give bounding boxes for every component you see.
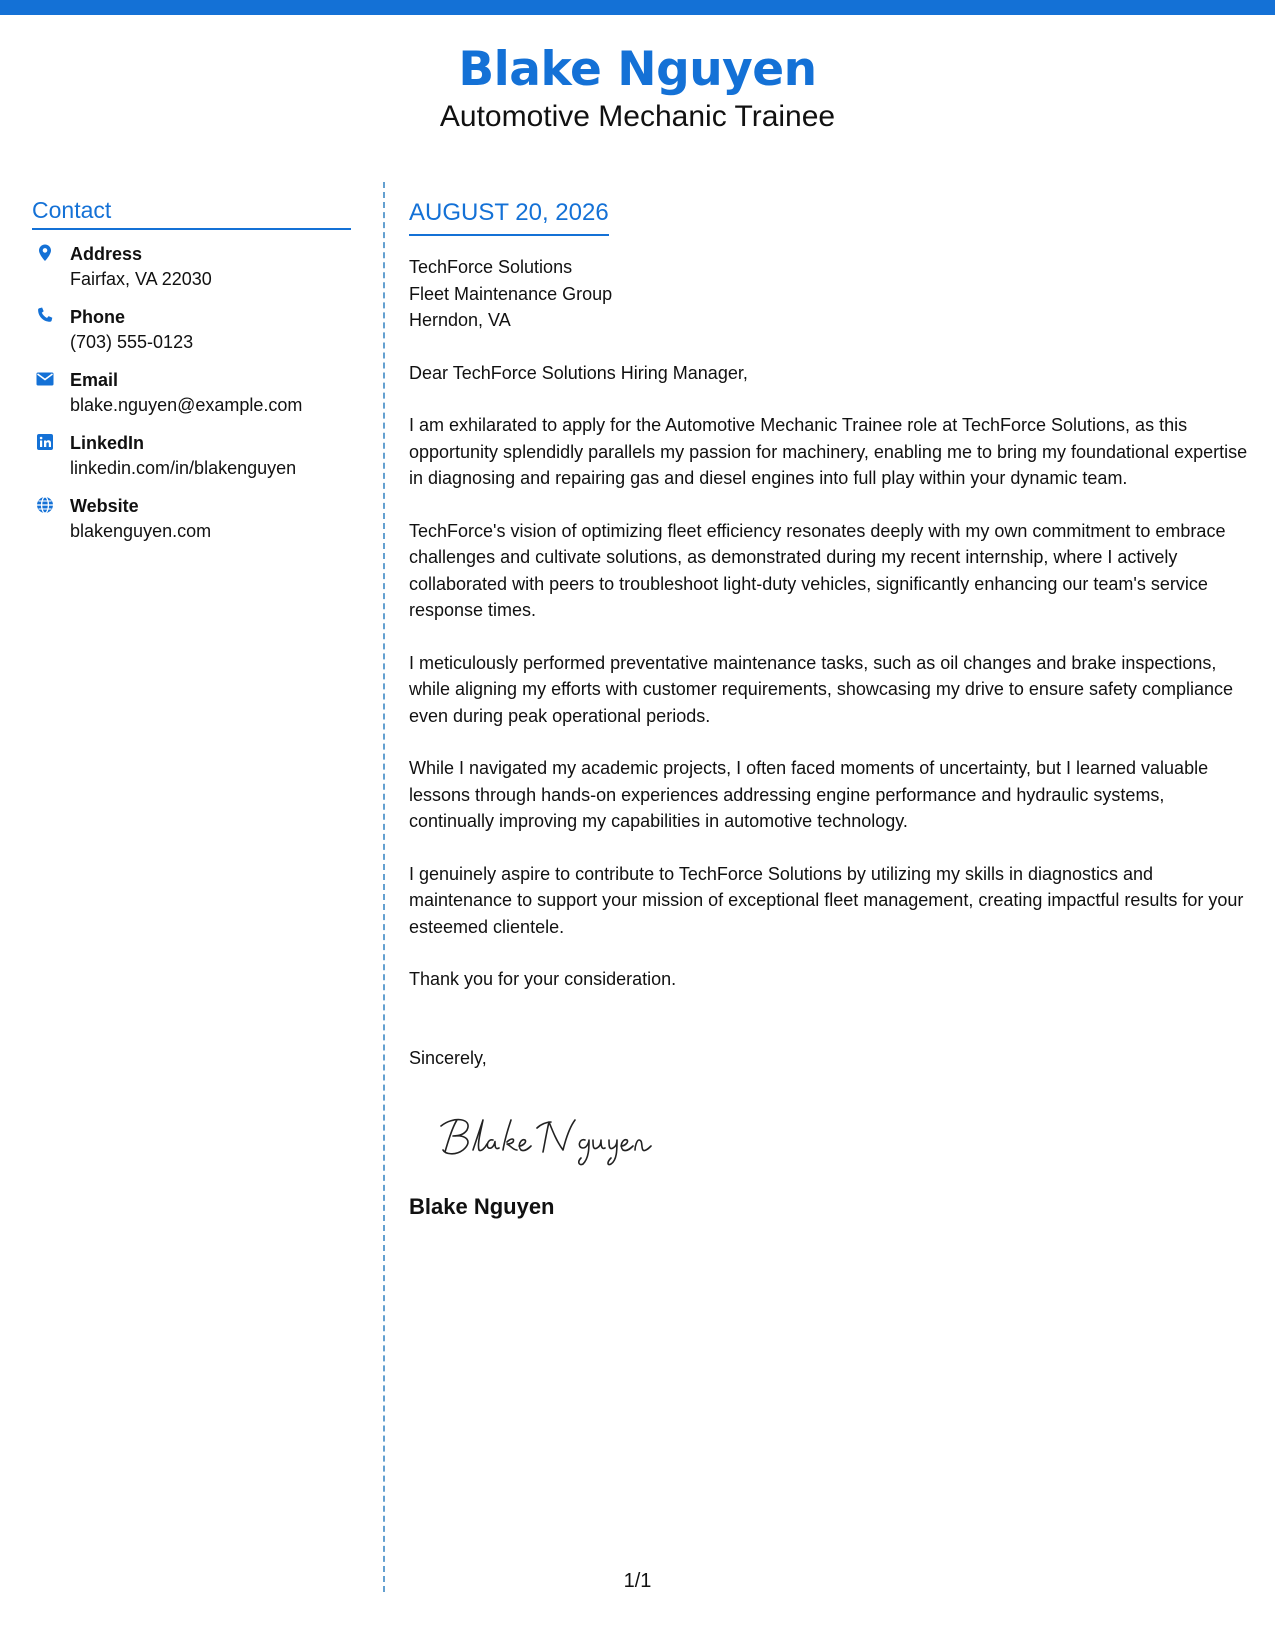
contact-value: (703) 555-0123 bbox=[70, 332, 194, 352]
greeting: Dear TechForce Solutions Hiring Manager, bbox=[409, 362, 748, 383]
contact-item-phone bbox=[32, 305, 351, 355]
contact-item-address bbox=[32, 242, 351, 292]
contact-heading: Contact bbox=[32, 196, 351, 230]
phone-icon bbox=[35, 306, 55, 326]
letter-body bbox=[409, 198, 1254, 1071]
contact-sidebar bbox=[32, 196, 351, 557]
recipient-block bbox=[409, 254, 1254, 334]
contact-value: Fairfax, VA 22030 bbox=[70, 269, 212, 289]
letter-paragraph: I meticulously performed preventative maintenance tasks, such as oil changes and brake inspections, while aligning my efforts with customer requirements, showcasing my drive to ensure safety compliance even during peak operational periods. bbox=[409, 652, 1234, 726]
letter-paragraph: I am exhilarated to apply for the Automotive Mechanic Trainee role at TechForce Solutions, as this opportunity splendidly parallels my passion for machinery, enabling me to bring my foundational expertise in diagnosing and repairing gas and diesel engines into full play within your dynamic team. bbox=[409, 415, 1248, 488]
contact-label: LinkedIn bbox=[70, 433, 145, 453]
handwritten-signature bbox=[433, 1108, 653, 1168]
signature-name: Blake Nguyen bbox=[409, 1194, 555, 1219]
contact-value: blakenguyen.com bbox=[70, 521, 212, 541]
letter-paragraph: While I navigated my academic projects, I often faced moments of uncertainty, but I learned valuable lessons through hands-on experiences addressing engine performance and hydraulic systems, continually improving my capabilities in automotive technology. bbox=[409, 758, 1209, 831]
location-pin-icon bbox=[35, 243, 55, 263]
letter-paragraph: I genuinely aspire to contribute to TechForce Solutions by utilizing my skills in diagnostics and maintenance to support your mission of exceptional fleet management, creating impactful results for your esteemed clientele. bbox=[409, 863, 1244, 937]
closing: Sincerely, bbox=[409, 1047, 487, 1068]
contact-item-email bbox=[32, 368, 351, 418]
contact-label: Address bbox=[70, 244, 143, 264]
globe-icon bbox=[35, 495, 55, 515]
top-accent-bar bbox=[0, 0, 1275, 15]
applicant-role: Automotive Mechanic Trainee bbox=[439, 100, 836, 133]
contact-item-website bbox=[32, 494, 351, 544]
letter-date: AUGUST 20, 2026 bbox=[409, 198, 609, 236]
contact-item-linkedin bbox=[32, 431, 351, 481]
recipient-line: Fleet Maintenance Group bbox=[409, 283, 613, 304]
column-divider bbox=[383, 182, 385, 1592]
contact-label: Website bbox=[70, 496, 139, 516]
contact-value: linkedin.com/in/blakenguyen bbox=[70, 458, 297, 478]
recipient-line: Herndon, VA bbox=[409, 310, 511, 330]
header bbox=[0, 40, 1275, 134]
contact-label: Phone bbox=[70, 307, 126, 327]
applicant-name: Blake Nguyen bbox=[458, 42, 817, 97]
page-number: 1/1 bbox=[623, 1570, 652, 1592]
recipient-line: TechForce Solutions bbox=[409, 257, 573, 277]
letter-paragraph: TechForce's vision of optimizing fleet efficiency resonates deeply with my own commitment to embrace challenges and cultivate solutions, as demonstrated during my recent internship, where I actively collaborated with peers to troubleshoot light-duty vehicles, significantly enhancing our team's service response times. bbox=[409, 520, 1226, 620]
contact-label: Email bbox=[70, 370, 119, 390]
contact-value: blake.nguyen@example.com bbox=[70, 395, 303, 415]
envelope-icon bbox=[35, 369, 55, 389]
letter-paragraph: Thank you for your consideration. bbox=[409, 969, 677, 989]
linkedin-icon bbox=[35, 432, 55, 452]
